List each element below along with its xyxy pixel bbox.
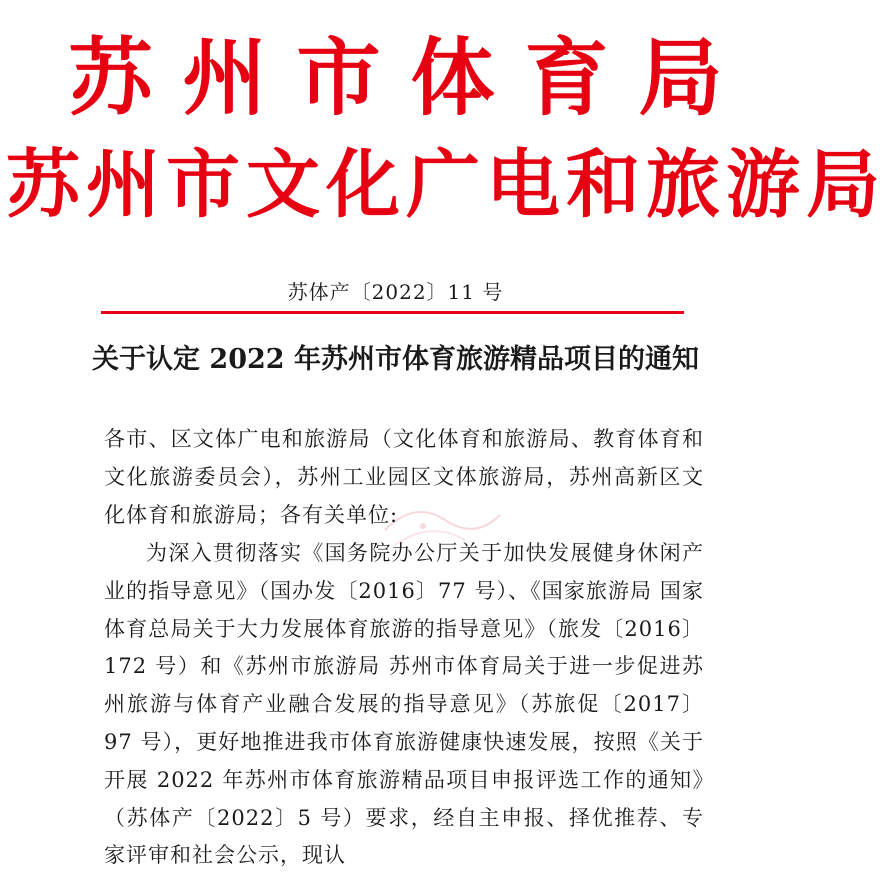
issuer-header-culture-tourism: 苏州市文化广电和旅游局	[6, 142, 886, 228]
document-number: 苏体产〔2022〕11 号	[287, 280, 504, 304]
red-divider-rule	[101, 311, 684, 314]
body-paragraph-1: 为深入贯彻落实《国务院办公厅关于加快发展健身休闲产业的指导意见》（国办发〔2016〕77 号）、《国家旅游局 国家体育总局关于大力发展体育旅游的指导意见》（旅发〔2016〕172 号）和《苏州市旅游局 苏州市体育局关于进一步促进苏州旅游与体育产业融合发展的指导意见》（苏旅促〔2017〕97 号），更好地推进我市体育旅游健康快速发展，按照《关于开展 2022 年苏州市体育旅游精品项目申报评选工作的通知》（苏体产〔2022〕5 号）要求，经自主申报、择优推荐、专家评审和社会公示，现认	[104, 541, 704, 868]
issuer-header-sports: 苏州市体育局	[68, 29, 753, 127]
addressee-paragraph: 各市、区文体广电和旅游局（文化体育和旅游局、教育体育和文化旅游委员会），苏州工业园区文体旅游局，苏州高新区文化体育和旅游局；各有关单位:	[104, 427, 704, 527]
document-title: 关于认定 2022 年苏州市体育旅游精品项目的通知	[92, 344, 699, 375]
